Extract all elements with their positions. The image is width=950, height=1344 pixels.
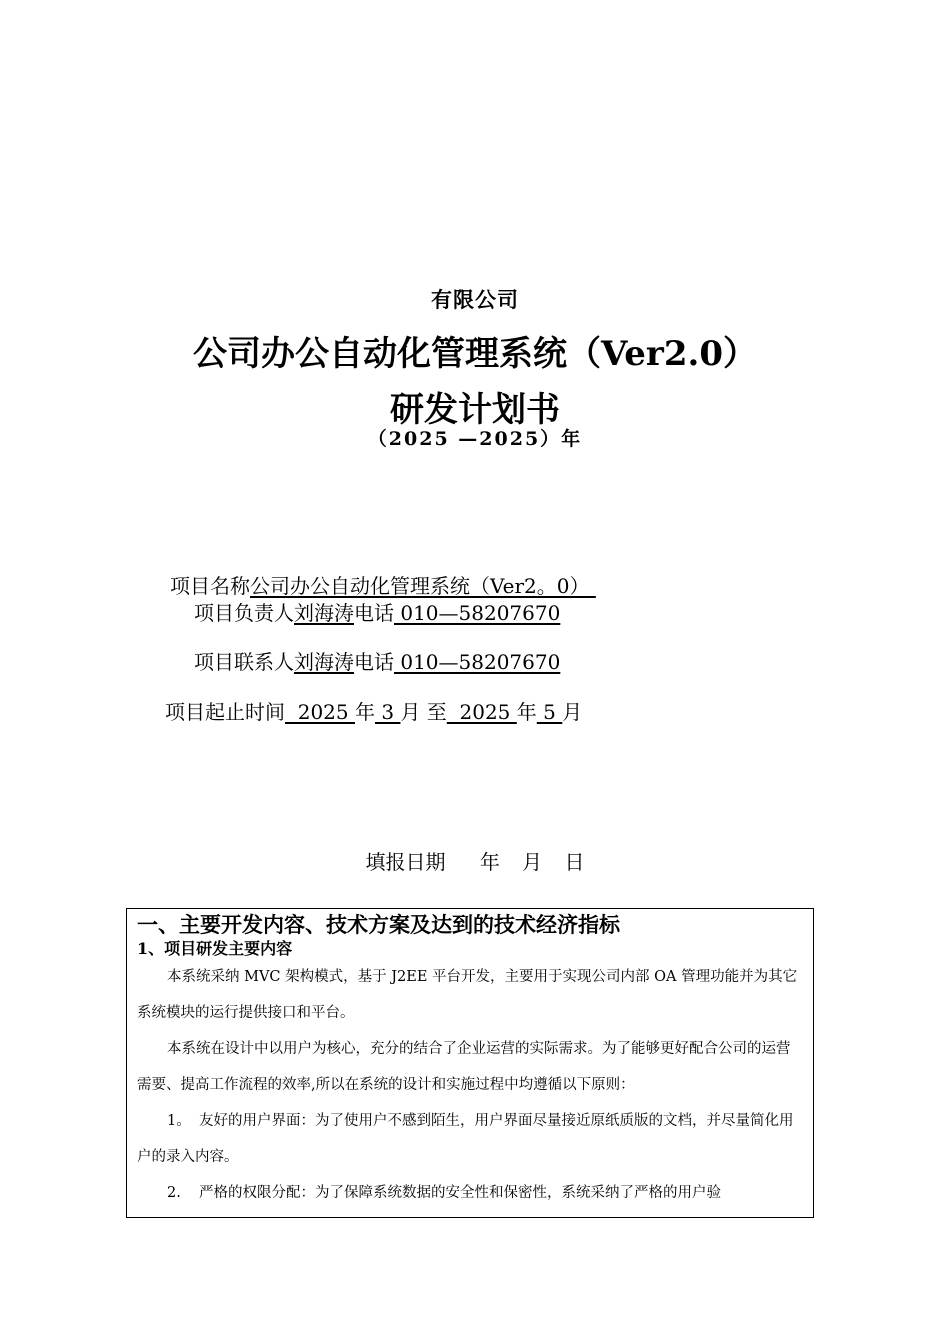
- fill-date-label: 填报日期: [365, 850, 446, 874]
- project-contact-value: 刘海涛: [294, 650, 354, 674]
- document-title: 公司办公自动化管理系统（Ver2.0）: [193, 334, 757, 374]
- fill-date-day: 日: [564, 850, 585, 874]
- project-leader-row: [194, 597, 560, 626]
- fill-date-line: [0, 846, 950, 875]
- principle-item-2: [137, 1175, 803, 1211]
- project-leader-value: 刘海涛: [294, 601, 354, 625]
- period-to: 至: [420, 700, 447, 724]
- end-year-unit: 年: [516, 700, 537, 724]
- project-contact-row: [194, 646, 560, 675]
- project-name-value: 公司办公自动化管理系统（Ver2。0）: [250, 574, 590, 598]
- project-leader-label: 项目负责人: [194, 601, 294, 625]
- project-contact-label: 项目联系人: [194, 650, 294, 674]
- project-period-label: 项目起止时间: [165, 700, 285, 724]
- content-section-box: [126, 908, 814, 1218]
- end-month: 5: [536, 700, 563, 724]
- section-subheading: 1、项目研发主要内容: [137, 939, 293, 958]
- leader-phone-value: 010—58207670: [394, 601, 561, 625]
- start-year-unit: 年: [354, 700, 375, 724]
- contact-phone-label: 电话: [354, 650, 394, 674]
- contact-phone-value: 010—58207670: [394, 650, 561, 674]
- leader-phone-label: 电话: [354, 601, 394, 625]
- fill-date-month: 月: [522, 850, 543, 874]
- start-month: 3: [374, 700, 401, 724]
- paragraph-2: 本系统在设计中以用户为核心，充分的结合了企业运营的实际需求。为了能够更好配合公司的运营需要、提高工作流程的效率,所以在系统的设计和实施过程中均遵循以下原则：: [137, 1041, 791, 1093]
- principle-item-2-text: 严格的权限分配：为了保障系统数据的安全性和保密性，系统采纳了严格的用户验: [199, 1185, 721, 1201]
- document-subtitle: 研发计划书: [390, 390, 560, 430]
- start-year: 2025: [285, 700, 355, 724]
- section-heading: 一、主要开发内容、技术方案及达到的技术经济指标: [137, 912, 620, 937]
- project-name-label: 项目名称: [170, 574, 250, 598]
- end-year: 2025: [446, 700, 517, 724]
- paragraph-1: 本系统采纳 MVC 架构模式，基于 J2EE 平台开发，主要用于实现公司内部 OA 管理功能并为其它系统模块的运行提供接口和平台。: [137, 969, 798, 1021]
- project-name-row: [170, 570, 596, 599]
- project-period-row: [165, 696, 582, 725]
- fill-date-year: 年: [479, 850, 500, 874]
- project-years: （2025 —2025）年: [367, 428, 583, 450]
- company-name: 有限公司: [431, 287, 519, 312]
- principle-item-1-number: 1。: [167, 1113, 191, 1129]
- end-month-unit: 月: [562, 700, 583, 724]
- principle-item-2-number: 2.: [167, 1185, 181, 1201]
- start-month-unit: 月: [400, 700, 421, 724]
- principle-item-1: [137, 1103, 803, 1175]
- principle-item-1-text: 友好的用户界面：为了使用户不感到陌生，用户界面尽量接近原纸质版的文档，并尽量简化用户的录入内容。: [137, 1113, 794, 1165]
